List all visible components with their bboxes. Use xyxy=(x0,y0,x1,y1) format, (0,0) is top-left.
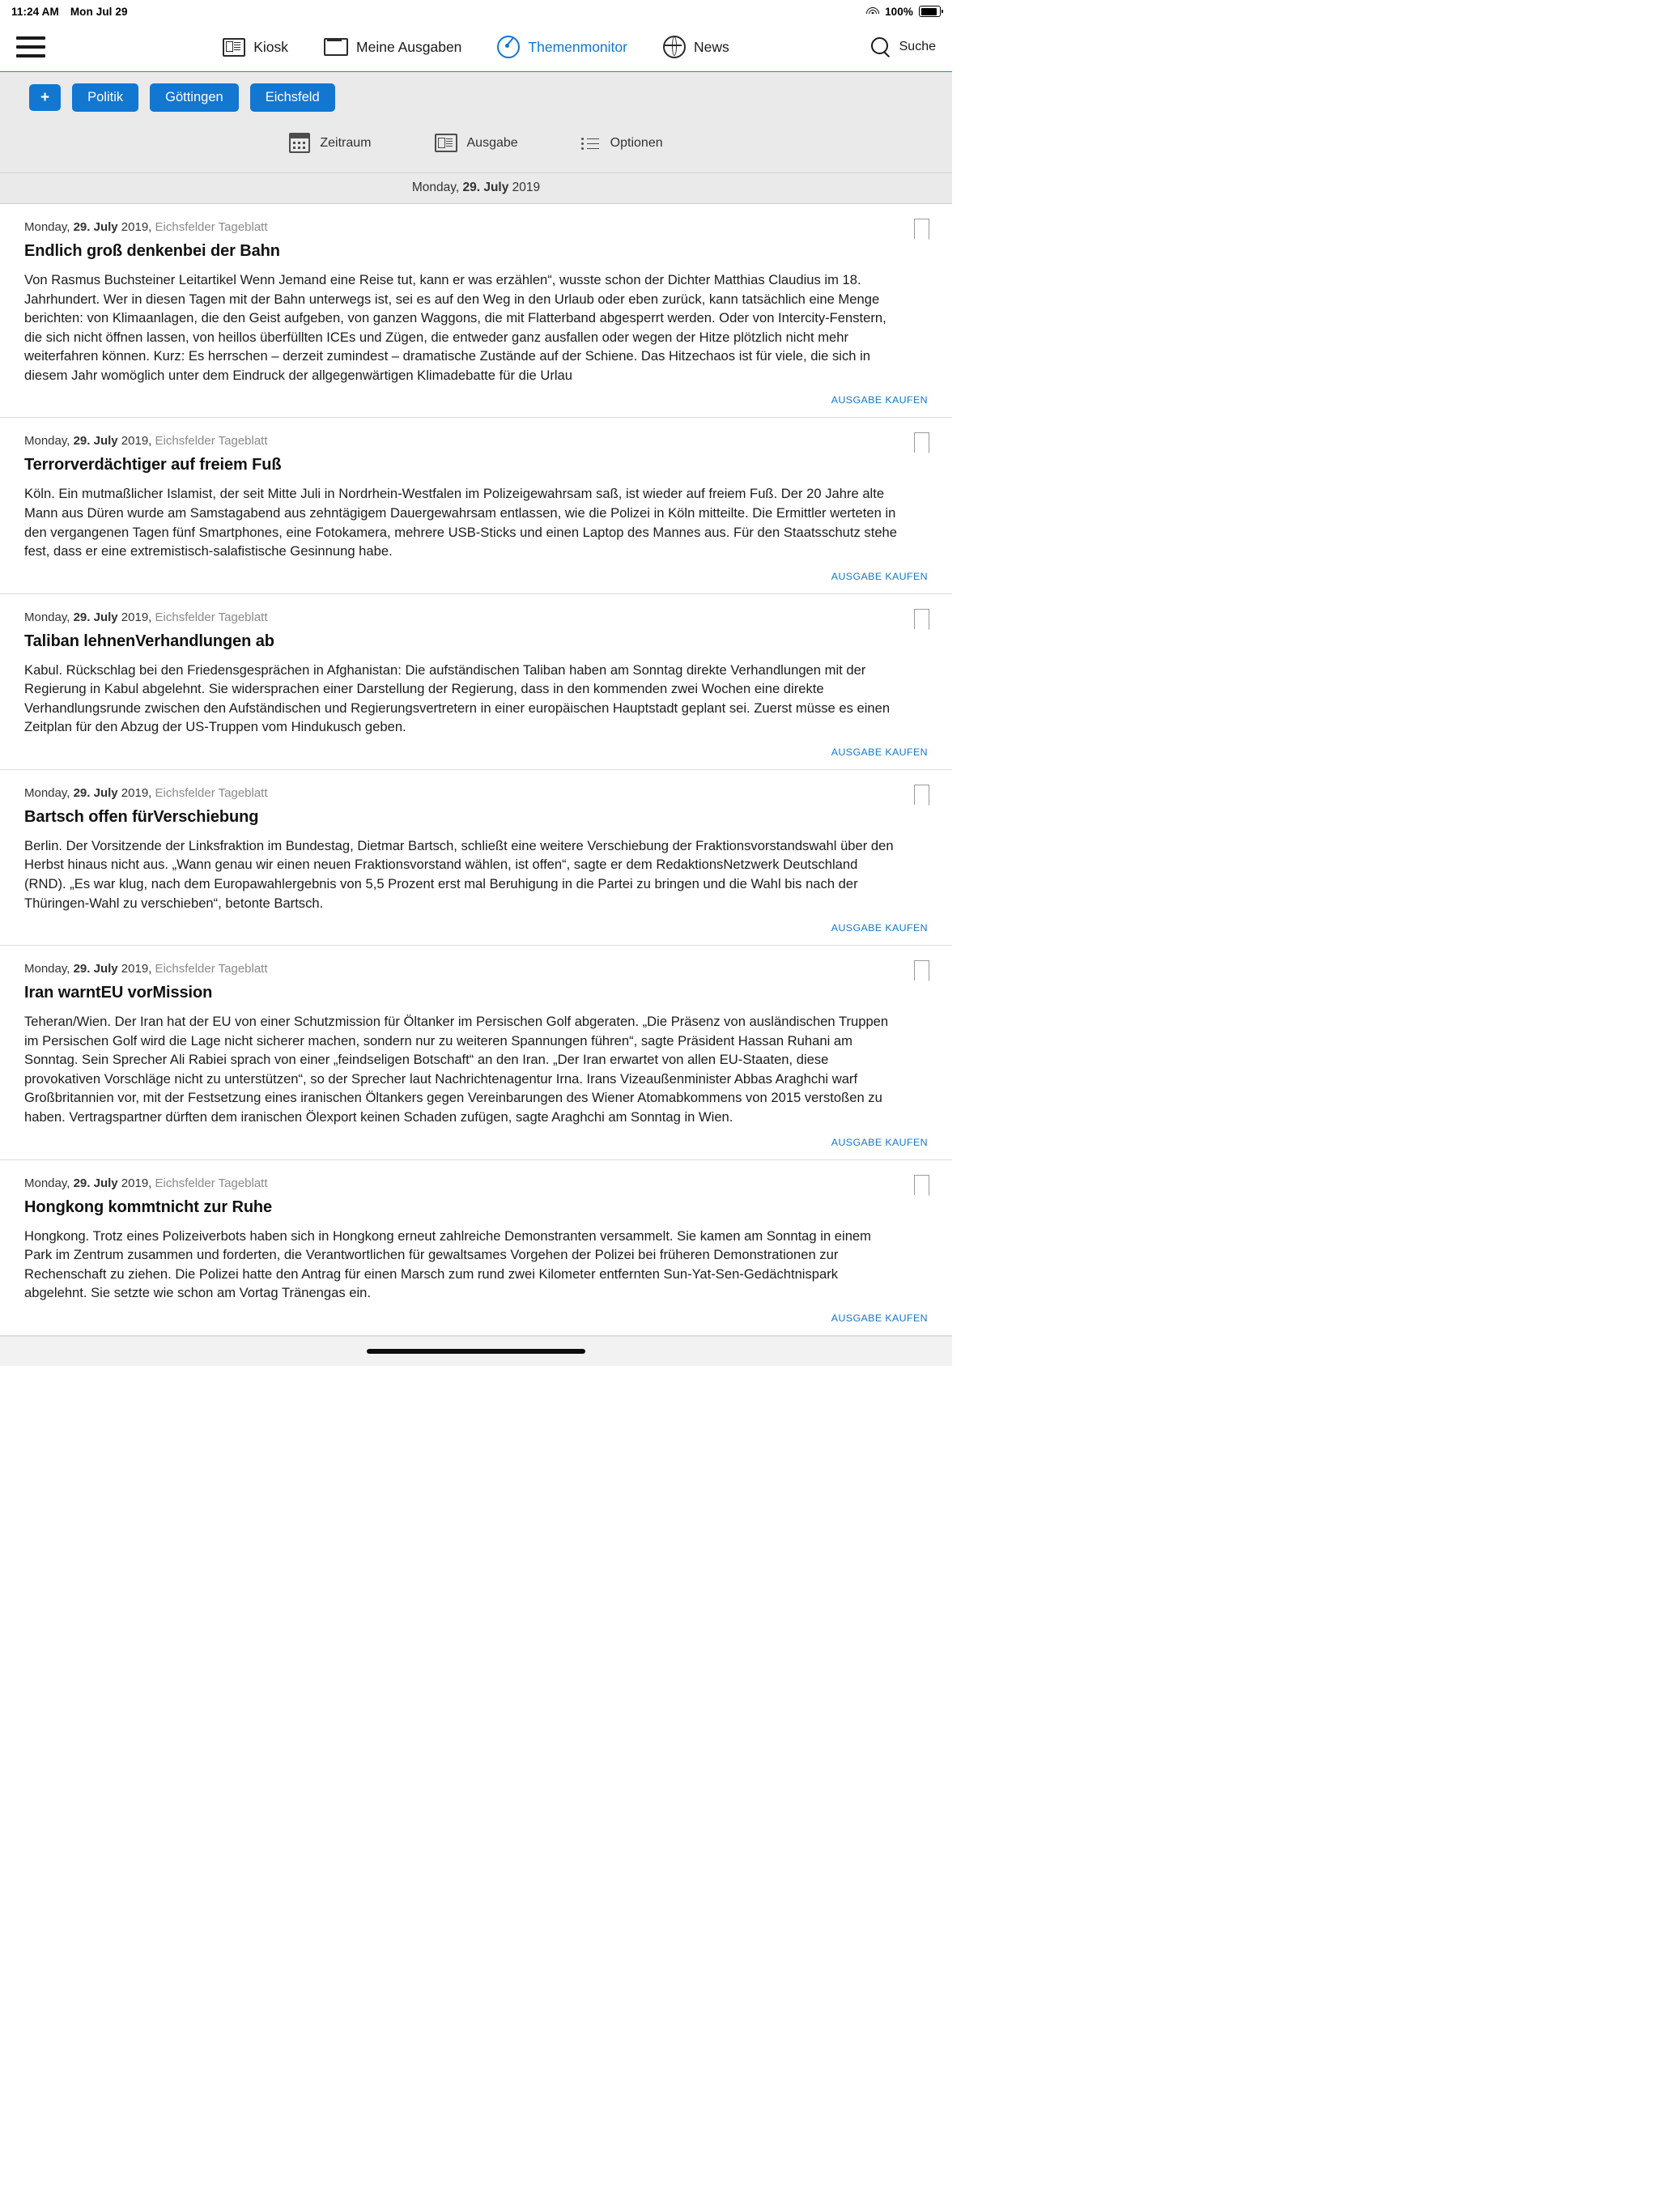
battery-percent-label: 100% xyxy=(885,5,913,18)
article-date-suffix: 2019, xyxy=(117,962,152,976)
article-title: Terrorverdächtiger auf freiem Fuß xyxy=(24,456,282,474)
article-body: Teheran/Wien. Der Iran hat der EU von einer Schutzmission für Öltanker im Persischen Golf abgeraten. „Die Präsenz von ausländischen Truppen im Persischen Golf wird die Lage nicht sicherer machen, sondern nur zu weiteren Spannungen führen“, sagte Präsident Hassan Ruhani am Sonntag. Sein Sprecher Ali Rabiei sprach von einer „feindseligen Botschaft“ an den Iran. „Der Iran erwartet von allen EU-Staaten, diese provokativen Vorschläge nicht zu unterstützen“, so der Sprecher laut Nachrichtenagentur Irna. Irans Vizeaußenminister Abbas Araghchi warf Großbritannien vor, mit der Festsetzung eines iranischen Öltankers gegen Vereinbarungen des Wiener Atomabkommens von 2015 verstoßen zu haben. Vertragspartner dürften dem iranischen Ölexport keinen Schaden zufügen, sagte Araghchi am Sonntag in Wien. xyxy=(24,1014,889,1125)
search-button-label: Suche xyxy=(899,40,936,53)
article-title: Taliban lehnenVerhandlungen ab xyxy=(24,632,274,650)
status-bar-right xyxy=(866,6,941,18)
nav-item-themenmonitor-label: Themenmonitor xyxy=(528,38,627,55)
globe-icon xyxy=(663,36,686,58)
buy-issue-link[interactable]: AUSGABE KAUFEN xyxy=(831,922,928,934)
hamburger-menu-icon[interactable] xyxy=(16,36,45,57)
home-indicator-bar xyxy=(0,1336,952,1366)
article-meta xyxy=(24,220,928,234)
article-title: Bartsch offen fürVerschiebung xyxy=(24,807,259,826)
article-date-suffix: 2019, xyxy=(117,434,152,449)
article-date-suffix: 2019, xyxy=(117,785,152,800)
top-nav-items xyxy=(0,36,952,58)
buy-issue-link[interactable]: AUSGABE KAUFEN xyxy=(831,746,928,758)
article-source: Eichsfelder Tageblatt xyxy=(155,962,268,976)
buy-issue-link[interactable]: AUSGABE KAUFEN xyxy=(831,394,928,406)
status-bar-left xyxy=(11,6,128,18)
nav-item-kiosk[interactable] xyxy=(223,38,288,57)
article-meta xyxy=(24,962,928,976)
wifi-icon xyxy=(866,6,879,16)
article-date-suffix: 2019, xyxy=(117,610,152,624)
date-header-prefix: Monday, xyxy=(411,181,463,194)
article-source: Eichsfelder Tageblatt xyxy=(155,1176,268,1190)
calendar-icon xyxy=(289,133,310,153)
date-section-header xyxy=(0,173,952,204)
bookmark-icon[interactable] xyxy=(914,609,929,630)
status-bar xyxy=(0,0,952,23)
article-date-strong: 29. July xyxy=(73,962,118,976)
article-item[interactable] xyxy=(0,770,952,946)
article-source: Eichsfelder Tageblatt xyxy=(155,610,268,624)
article-date-prefix: Monday, xyxy=(24,785,74,800)
nav-item-meine-ausgaben-label: Meine Ausgaben xyxy=(356,38,462,55)
article-title: Endlich groß denkenbei der Bahn xyxy=(24,242,280,260)
buy-issue-link[interactable]: AUSGABE KAUFEN xyxy=(831,1312,928,1324)
article-date-prefix: Monday, xyxy=(24,610,74,624)
article-date-prefix: Monday, xyxy=(24,1176,74,1190)
article-item[interactable] xyxy=(0,594,952,770)
article-source: Eichsfelder Tageblatt xyxy=(155,434,268,449)
tool-optionen-label: Optionen xyxy=(610,135,663,150)
article-meta xyxy=(24,610,928,624)
bookmark-icon[interactable] xyxy=(914,1175,929,1196)
newspaper-icon xyxy=(435,134,457,152)
nav-item-news[interactable] xyxy=(663,36,729,58)
nav-item-news-label: News xyxy=(693,38,729,55)
article-source: Eichsfelder Tageblatt xyxy=(155,220,268,234)
article-body: Hongkong. Trotz eines Polizeiverbots haben sich in Hongkong erneut zahlreiche Demonstranten versammelt. Sie kamen am Sonntag in einem Park im Zentrum zusammen und forderten, die Verantwortlichen für gewaltsames Vorgehen der Polizei bei früheren Demonstrationen zur Rechenschaft zu ziehen. Die Polizei hatte den Antrag für einen Marsch zum rund zwei Kilometer entfernten Sun-Yat-Sen-Gedächtnispark abgelehnt. Sie setzte wie schon am Vortag Tränengas ein. xyxy=(24,1227,871,1301)
tool-zeitraum-label: Zeitraum xyxy=(320,135,372,150)
article-date-strong: 29. July xyxy=(73,610,118,624)
target-icon xyxy=(497,36,520,58)
article-date-strong: 29. July xyxy=(73,785,118,800)
filter-bar xyxy=(0,72,952,173)
options-list-icon xyxy=(581,135,601,151)
topic-chip-list xyxy=(29,83,923,112)
tool-optionen[interactable] xyxy=(581,133,663,153)
article-date-strong: 29. July xyxy=(73,434,118,449)
article-date-strong: 29. July xyxy=(73,220,118,234)
filter-tools xyxy=(29,112,923,172)
article-item[interactable] xyxy=(0,418,952,593)
bookmark-icon[interactable] xyxy=(914,785,929,806)
bookmark-icon[interactable] xyxy=(914,432,929,453)
tool-ausgabe-label: Ausgabe xyxy=(466,135,518,150)
topic-chip-politik[interactable]: Politik xyxy=(72,83,138,112)
article-source: Eichsfelder Tageblatt xyxy=(155,785,268,800)
article-meta xyxy=(24,786,928,800)
nav-item-meine-ausgaben[interactable] xyxy=(324,38,461,56)
topic-chip-eichsfeld[interactable]: Eichsfeld xyxy=(250,83,335,112)
search-icon xyxy=(871,37,891,57)
add-topic-button[interactable]: + xyxy=(29,84,61,111)
article-date-prefix: Monday, xyxy=(24,962,74,976)
article-meta xyxy=(24,434,928,448)
tool-zeitraum[interactable] xyxy=(289,133,371,153)
buy-issue-link[interactable]: AUSGABE KAUFEN xyxy=(831,1136,928,1148)
article-body: Köln. Ein mutmaßlicher Islamist, der seit Mitte Juli in Nordrhein-Westfalen im Polizeigewahrsam saß, ist wieder auf freiem Fuß. Der 20 Jahre alte Mann aus Düren wurde am Samstagabend aus zehntägigem Dauergewahrsam entlassen, wie die Polizei in Köln mitteilte. Die Ermittler werteten in den vergangenen Tagen fünf Smartphones, eine Fotokamera, mehrere USB-Sticks und einen Laptop des Mannes aus. Für den Staatsschutz stehe fest, dass er eine extremistisch-salafistische Gesinnung habe. xyxy=(24,486,898,559)
tray-icon xyxy=(324,38,348,56)
nav-item-themenmonitor[interactable] xyxy=(497,36,627,58)
article-body: Kabul. Rückschlag bei den Friedensgesprächen in Afghanistan: Die aufständischen Taliban haben am Sonntag direkte Verhandlungen mit der Regierung in Kabul abgelehnt. Sie widersprachen einer Darstellung der Regierung, dass in den kommenden zwei Wochen eine direkte Verhandlungsrunde zwischen den Aufständischen und Regierungsvertretern in einer europäischen Hauptstadt geplant sei. Zuerst müsse es einen Zeitplan für den Abzug der US-Truppen vom Hindukusch geben. xyxy=(24,661,891,735)
article-date-prefix: Monday, xyxy=(24,434,74,449)
bookmark-icon[interactable] xyxy=(914,219,929,240)
article-item[interactable] xyxy=(0,204,952,418)
article-title: Hongkong kommtnicht zur Ruhe xyxy=(24,1197,273,1216)
article-body: Von Rasmus Buchsteiner Leitartikel Wenn Jemand eine Reise tut, kann er was erzählen“, wusste schon der Dichter Matthias Claudius im 18. Jahrhundert. Wer in diesen Tagen mit der Bahn unterwegs ist, sei es auf den Weg in den Urlaub oder eben zurück, kann tatsächlich eine Menge berichten: von Klimaanlagen, die den Geist aufgeben, von ganzen Waggons, die mit Flatterband abgesperrt werden. Oder von Intercity-Fenstern, die sich nicht öffnen lassen, von heillos überfüllten ICEs und Zügen, die entweder ganz ausfallen oder wegen der Hitze plötzlich nicht mehr weiterfahren können. Kurz: Es herrschen – derzeit zumindest – dramatische Zustände auf der Schiene. Das Hitzechaos ist für viele, die sich in diesem Jahr womöglich unter dem Eindruck der allgegenwärtigen Klimadebatte für die Urlau xyxy=(24,272,886,383)
article-date-suffix: 2019, xyxy=(117,220,152,234)
battery-icon xyxy=(919,6,941,17)
article-title: Iran warntEU vorMission xyxy=(24,984,213,1002)
nav-item-kiosk-label: Kiosk xyxy=(253,38,289,55)
date-header-strong: 29. July xyxy=(462,181,509,194)
status-date: Mon Jul 29 xyxy=(70,5,128,18)
article-list xyxy=(0,204,952,1336)
top-navigation-bar xyxy=(0,23,952,72)
article-date-suffix: 2019, xyxy=(117,1176,152,1190)
status-time: 11:24 AM xyxy=(11,5,59,18)
topic-chip-goettingen[interactable]: Göttingen xyxy=(150,83,239,112)
article-item[interactable] xyxy=(0,1160,952,1336)
buy-issue-link[interactable]: AUSGABE KAUFEN xyxy=(831,570,928,582)
article-item[interactable] xyxy=(0,946,952,1159)
home-indicator[interactable] xyxy=(367,1349,585,1354)
date-header-suffix: 2019 xyxy=(508,181,541,194)
article-meta xyxy=(24,1176,928,1190)
article-date-strong: 29. July xyxy=(73,1176,118,1190)
search-button[interactable] xyxy=(871,37,936,57)
tool-ausgabe[interactable] xyxy=(435,133,518,153)
app-root xyxy=(0,0,952,1366)
article-body: Berlin. Der Vorsitzende der Linksfraktion im Bundestag, Dietmar Bartsch, schließt eine weitere Verschiebung der Fraktionsvorstandswahl über den Herbst hinaus nicht aus. „Wann genau wir einen neuen Fraktionsvorstand wählen, ist offen“, sagte er dem RedaktionsNetzwerk Deutschland (RND). „Es war klug, nach dem Europawahlergebnis von 5,5 Prozent erst mal Beruhigung in die Partei zu bringen und die Wahl bis nach der Thüringen-Wahl zu verschieben“, betonte Bartsch. xyxy=(24,837,894,911)
article-date-prefix: Monday, xyxy=(24,220,74,234)
newspaper-icon xyxy=(223,38,245,57)
bookmark-icon[interactable] xyxy=(914,960,929,981)
